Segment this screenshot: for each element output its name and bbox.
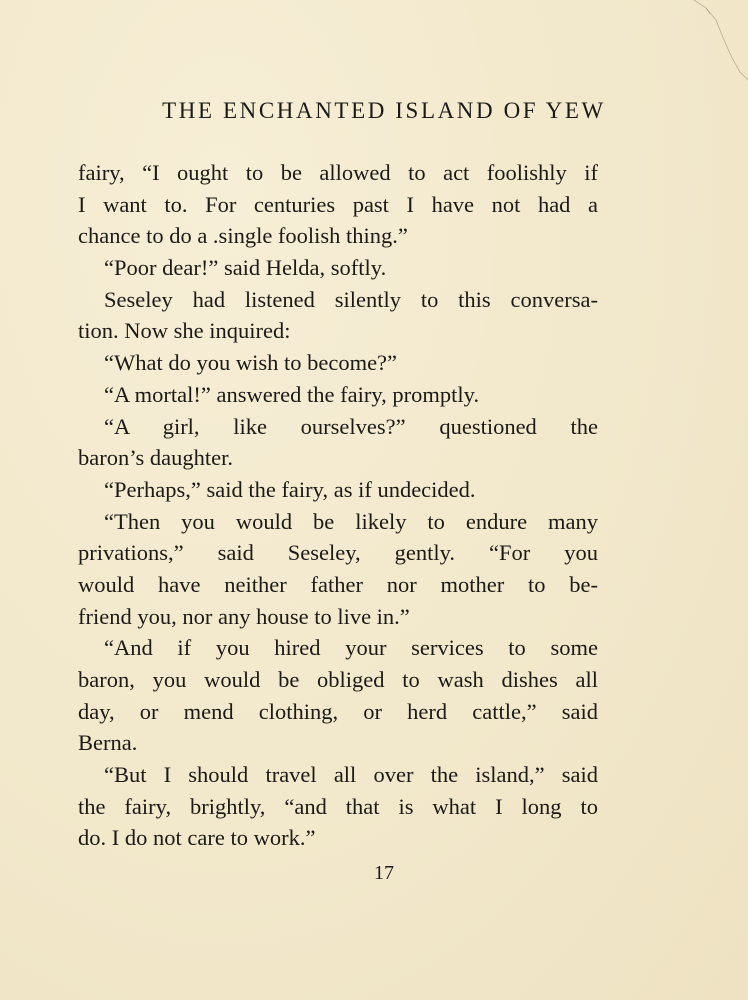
text-line: Berna. [78, 730, 138, 756]
text-line: fairy, “I ought to be allowed to act foolishly if [78, 160, 598, 185]
text-line: baron, you would be obliged to wash dishes all [78, 667, 598, 692]
text-line: “Perhaps,” said the fairy, as if undecided. [104, 476, 476, 502]
text-line: “What do you wish to become?” [104, 350, 398, 376]
text-line: baron’s daughter. [78, 445, 233, 471]
text-line: “A mortal!” answered the fairy, promptly. [104, 381, 480, 407]
text-line: I want to. For centuries past I have not had a [78, 191, 598, 217]
text-line: friend you, nor any house to live in.” [78, 603, 410, 629]
text-line: would have neither father nor mother to be- [78, 571, 598, 597]
text-line: Seseley had listened silently to this conversa- [104, 286, 598, 312]
text-line: privations,” said Seseley, gently. “For you [78, 540, 598, 566]
text-line: the fairy, brightly, “and that is what I long to [78, 793, 598, 819]
text-line: day, or mend clothing, or herd cattle,” said [78, 698, 598, 724]
text-line: “But I should travel all over the island,” said [104, 762, 598, 788]
page-corner-crease [688, 0, 748, 90]
text-line: “And if you hired your services to some [104, 635, 598, 661]
text-line: chance to do a .single foolish thing.” [78, 223, 408, 249]
text-line: “Then you would be likely to endure many [104, 508, 598, 534]
text-line: do. I do not care to work.” [78, 825, 316, 851]
text-line: tion. Now she inquired: [78, 318, 291, 344]
body-text [78, 157, 598, 854]
text-line: “A girl, like ourselves?” questioned the [104, 413, 598, 439]
text-line: “Poor dear!” said Helda, softly. [104, 255, 387, 281]
running-head-title: THE ENCHANTED ISLAND OF YEW [162, 98, 606, 123]
page-number: 17 [374, 862, 394, 884]
